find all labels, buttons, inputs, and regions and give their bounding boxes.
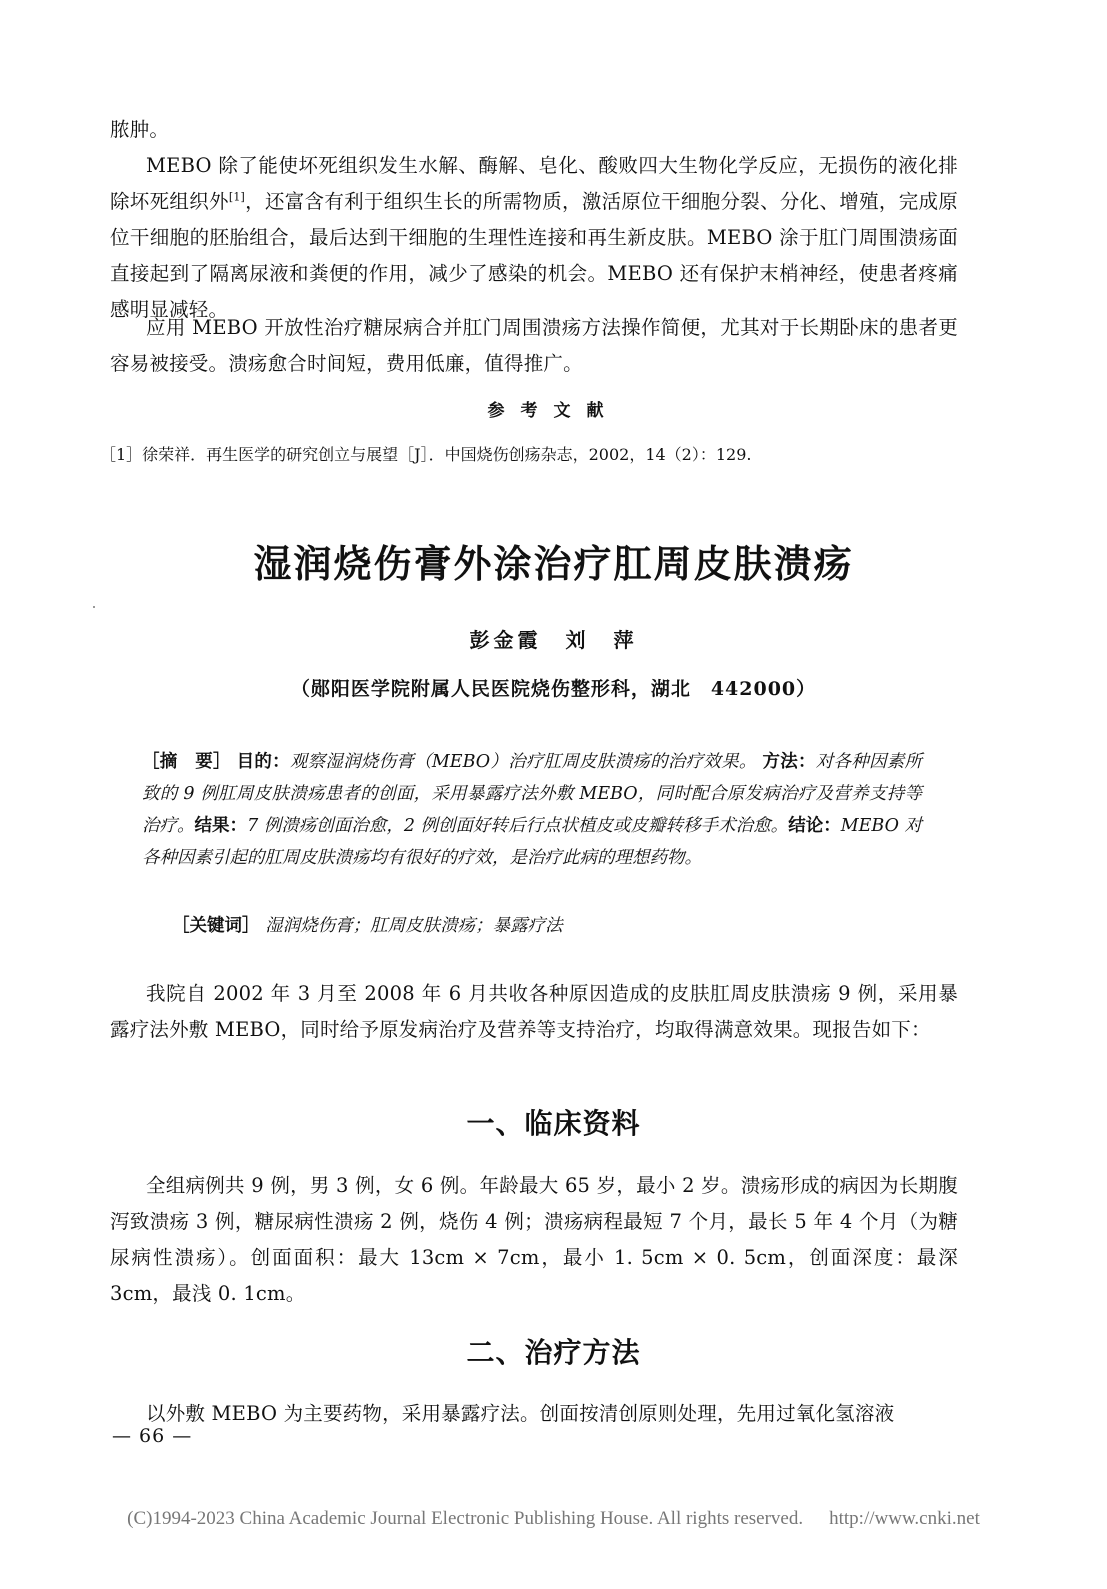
- abstract: [142, 746, 922, 874]
- abstract-objective-label: 目的：: [236, 752, 290, 772]
- reference-item: ［1］徐荣祥．再生医学的研究创立与展望［J］．中国烧伤创疡杂志，2002，14（2）：129.: [100, 445, 752, 464]
- abstract-method: 对各种因素所致的 9 例肛周皮肤溃疡患者的创面，采用暴露疗法外敷 MEBO，同时配合原发病治疗及营养支持等治疗。: [142, 752, 923, 836]
- prev-article-fragment: 脓肿。: [110, 118, 170, 141]
- abstract-conclusion: MEBO 对各种因素引起的肛周皮肤溃疡均有很好的疗效，是治疗此病的理想药物。: [142, 816, 923, 868]
- abstract-label: ［摘 要］: [142, 752, 231, 772]
- intro-paragraph: 我院自 2002 年 3 月至 2008 年 6 月共收各种原因造成的皮肤肛周皮肤溃疡 9 例，采用暴露疗法外敷 MEBO，同时给予原发病治疗及营养等支持治疗，均取得满意效果。现报告如下：: [110, 982, 958, 1041]
- page-number: — 66 —: [112, 1425, 193, 1447]
- paragraph-text: MEBO 除了能使坏死组织发生水解、酶解、皂化、酸败四大生物化学反应，无损伤的液化排除坏死组织外: [110, 154, 958, 213]
- keywords: [172, 910, 932, 942]
- prev-article-paragraph-2: 应用 MEBO 开放性治疗糖尿病合并肛门周围溃疡方法操作简便，尤其对于长期卧床的患者更容易被接受。溃疡愈合时间短，费用低廉，值得推广。: [110, 316, 958, 375]
- clinical-data-paragraph: 全组病例共 9 例，男 3 例，女 6 例。年龄最大 65 岁，最小 2 岁。溃疡形成的病因为长期腹泻致溃疡 3 例，糖尿病性溃疡 2 例，烧伤 4 例；溃疡病程最短 7 个月，最长 5 年 4 个月（为糖尿病性溃疡）。创面面积：最大 13cm × 7cm，最小 1. 5cm × 0. 5cm，创面深度：最深 3cm，最浅 0. 1cm。: [110, 1174, 958, 1305]
- prev-article-paragraph-1: [110, 148, 958, 328]
- copyright-footer: [0, 1508, 1107, 1530]
- abstract-objective: 观察湿润烧伤膏（MEBO）治疗肛周皮肤溃疡的治疗效果。: [289, 752, 757, 772]
- section-heading-treatment: 二、治疗方法: [466, 1336, 641, 1369]
- treatment-paragraph: 以外敷 MEBO 为主要药物，采用暴露疗法。创面按清创原则处理，先用过氧化氢溶液: [146, 1402, 895, 1425]
- keywords-text: 湿润烧伤膏；肛周皮肤溃疡；暴露疗法: [265, 916, 563, 936]
- article-title: 湿润烧伤膏外涂治疗肛周皮肤溃疡: [253, 542, 854, 586]
- references-heading: 参考文献: [487, 401, 620, 421]
- section-heading-clinical-data: 一、临床资料: [466, 1107, 641, 1140]
- abstract-method-label: 方法：: [762, 752, 816, 772]
- abstract-conclusion-label: 结论：: [788, 816, 841, 836]
- abstract-result: 7 例溃疡创面治愈，2 例创面好转后行点状植皮或皮瓣转移手术治愈。: [247, 816, 789, 836]
- footer-url: http://www.cnki.net: [829, 1508, 980, 1529]
- abstract-result-label: 结果：: [194, 816, 248, 836]
- copyright-text: (C)1994-2023 China Academic Journal Electronic Publishing House. All rights reserved.: [127, 1508, 804, 1529]
- scan-speck: [93, 606, 95, 608]
- paragraph-text: ，还富含有利于组织生长的所需物质，激活原位干细胞分裂、分化、增殖，完成原位干细胞的胚胎组合，最后达到干细胞的生理性连接和再生新皮肤。MEBO 涂于肛门周围溃疡面直接起到了隔离尿液和粪便的作用，减少了感染的机会。MEBO 还有保护末梢神经，使患者疼痛感明显减轻。: [110, 190, 959, 321]
- article-authors: 彭金霞 刘 萍: [469, 628, 638, 652]
- keywords-label: ［关键词］: [172, 916, 260, 936]
- author-affiliation: （郧阳医学院附属人民医院烧伤整形科，湖北 442000）: [290, 678, 817, 700]
- citation-marker: [1]: [228, 190, 246, 204]
